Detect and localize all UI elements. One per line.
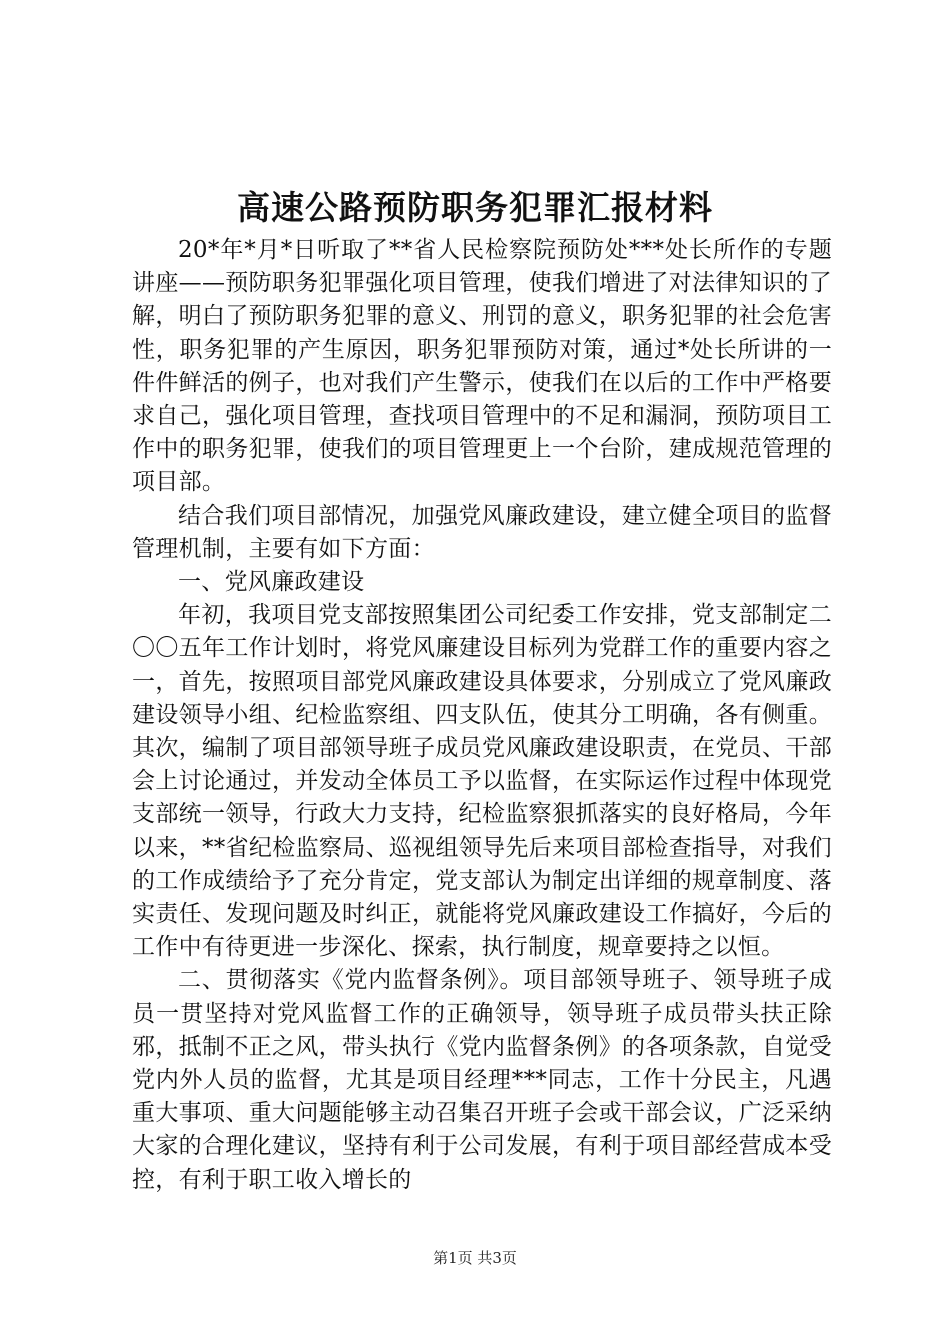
paragraph-intro: 20*年*月*日听取了**省人民检察院预防处***处长所作的专题讲座——预防职务犯罪强化项目管理，使我们增进了对法律知识的了解，明白了预防职务犯罪的意义、刑罚的意义，职务犯罪的社会危害性，职务犯罪的产生原因，职务犯罪预防对策，通过*处长所讲的一件件鲜活的例子，也对我们产生警示，使我们在以后的工作中严格要求自己，强化项目管理，查找项目管理中的不足和漏洞，预防项目工作中的职务犯罪，使我们的项目管理更上一个台阶，建成规范管理的项目部。 xyxy=(132,237,832,496)
document-body xyxy=(132,234,832,1197)
paragraph-section-2: 二、贯彻落实《党内监督条例》。项目部领导班子、领导班子成员一贯坚持对党风监督工作的正确领导，领导班子成员带头扶正除邪，抵制不正之风，带头执行《党内监督条例》的各项条款，自觉受党内外人员的监督，尤其是项目经理***同志，工作十分民主，凡遇重大事项、重大问题能够主动召集召开班子会或干部会议，广泛采纳大家的合理化建议，坚持有利于公司发展，有利于项目部经营成本受控，有利于职工收入增长的 xyxy=(132,967,832,1193)
document-title: 高速公路预防职务犯罪汇报材料 xyxy=(237,188,713,227)
section-heading-1: 一、党风廉政建设 xyxy=(178,569,365,596)
page-number-footer: 第1页 共3页 xyxy=(433,1249,517,1267)
paragraph-overview: 结合我们项目部情况，加强党风廉政建设，建立健全项目的监督管理机制，主要有如下方面： xyxy=(132,502,832,562)
paragraph-section-1: 年初，我项目党支部按照集团公司纪委工作安排，党支部制定二〇〇五年工作计划时，将党风廉建设目标列为党群工作的重要内容之一，首先，按照项目部党风廉政建设具体要求，分别成立了党风廉政建设领导小组、纪检监察组、四支队伍，使其分工明确，各有侧重。其次，编制了项目部领导班子成员党风廉政建设职责，在党员、干部会上讨论通过，并发动全体员工予以监督，在实际运作过程中体现党支部统一领导，行政大力支持，纪检监察狠抓落实的良好格局，今年以来，**省纪检监察局、巡视组领导先后来项目部检查指导，对我们的工作成绩给予了充分肯定，党支部认为制定出详细的规章制度、落实责任、发现问题及时纠正，就能将党风廉政建设工作搞好，今后的工作中有待更进一步深化、探索，执行制度，规章要持之以恒。 xyxy=(132,602,832,961)
